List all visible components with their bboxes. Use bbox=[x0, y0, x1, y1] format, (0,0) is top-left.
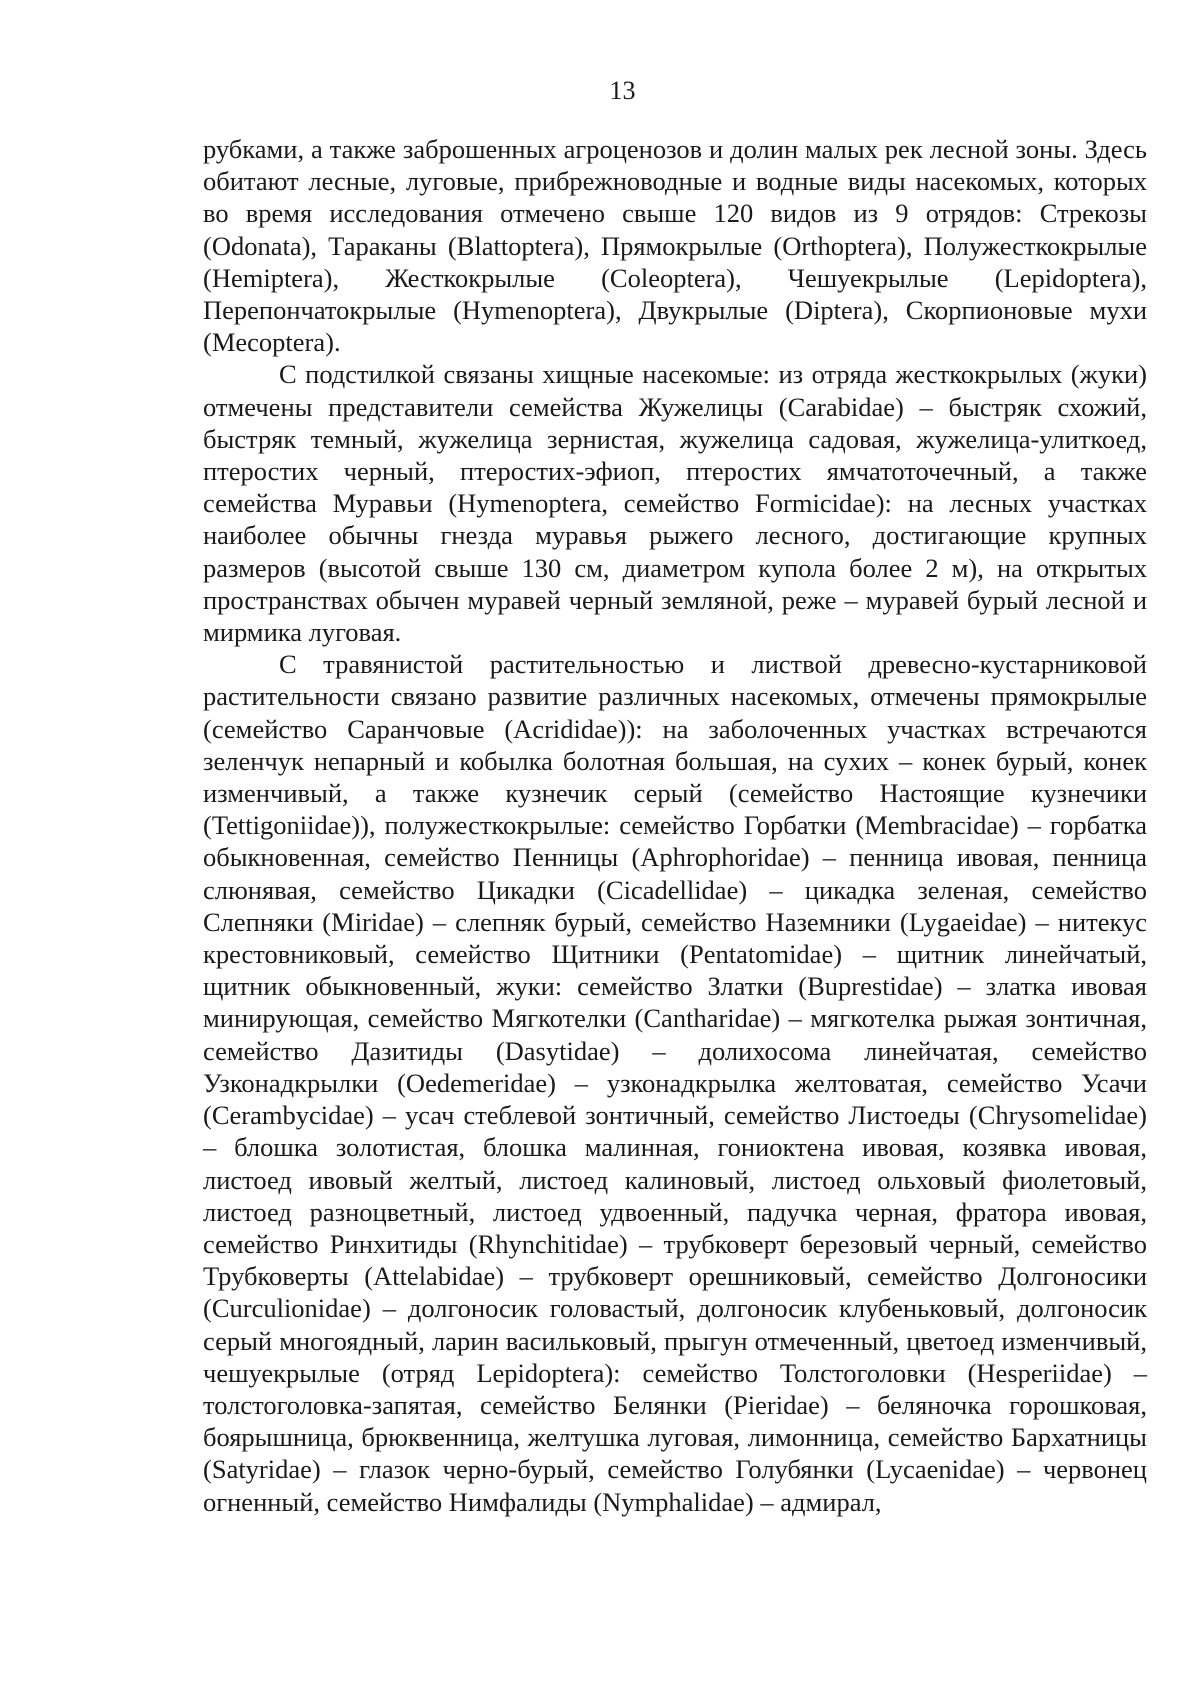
page-number: 13 bbox=[609, 76, 636, 105]
paragraph-herbaceous-insects: С травянистой растительностью и листвой древесно-кустарниковой растительности связано развитие различных насекомых, отмечены прямокрылые (семейство Саранчовые (Acrididae)): на заболоченных участках встречаются зеленчук непарный и кобылка болотная большая, на сухих – конек бурый, конек изменчивый, а также кузнечик серый (семейство Настоящие кузнечики (Tettigoniidae)), полужесткокрылые: семейство Горбатки (Membracidae) – горбатка обыкновенная, семейство Пенницы (Aphrophoridae) – пенница ивовая, пенница слюнявая, семейство Цикадки (Cicadellidae) – цикадка зеленая, семейство Слепняки (Miridae) – слепняк бурый, семейство Наземники (Lygaeidae) – нитекус крестовниковый, семейство Щитники (Pentatomidae) – щитник линейчатый, щитник обыкновенный, жуки: семейство Златки (Buprestidae) – златка ивовая минирующая, семейство Мягкотелки (Cantharidae) – мягкотелка рыжая зонтичная, семейство Дазитиды (Dasytidae) – долихосома линейчатая, семейство Узконадкрылки (Oedemeridae) – узконадкрылка желтоватая, семейство Усачи (Cerambycidae) – усач стеблевой зонтичный, семейство Листоеды (Chrysomelidae) – блошка золотистая, блошка малинная, гониоктена ивовая, козявка ивовая, листоед ивовый желтый, листоед калиновый, листоед ольховый фиолетовый, листоед разноцветный, листоед удвоенный, падучка черная, фратора ивовая, семейство Ринхитиды (Rhynchitidae) – трубковерт березовый черный, семейство Трубковерты (Attelabidae) – трубковерт орешниковый, семейство Долгоносики (Curculionidae) – долгоносик головастый, долгоносик клубеньковый, долгоносик серый многоядный, ларин васильковый, прыгун отмеченный, цветоед изменчивый, чешуекрылые (отряд Lepidoptera): семейство Толстоголовки (Hesperiidae) – толстоголовка-запятая, семейство Белянки (Pieridae) – беляночка горошковая, боярышница, брюквенница, желтушка луговая, лимонница, семейство Бархатницы (Satyridae) – глазок черно-бурый, семейство Голубянки (Lycaenidae) – червонец огненный, семейство Нимфалиды (Nymphalidae) – адмирал, bbox=[203, 649, 1147, 1517]
body-text bbox=[203, 133, 1147, 1518]
paragraph-continued: рубками, а также заброшенных агроценозов и долин малых рек лесной зоны. Здесь обитают лесные, луговые, прибрежноводные и водные виды насекомых, которых во время исследования отмечено свыше 120 видов из 9 отрядов: Стрекозы (Odonata), Тараканы (Blattoptera), Прямокрылые (Orthoptera), Полужесткокрылые (Hemiptera), Жесткокрылые (Coleoptera), Чешуекрылые (Lepidoptera), Перепончатокрылые (Hymenoptera), Двукрылые (Diptera), Скорпионовые мухи (Mecoptera). bbox=[203, 134, 1147, 358]
paragraph-litter-insects: С подстилкой связаны хищные насекомые: из отряда жесткокрылых (жуки) отмечены представители семейства Жужелицы (Carabidae) – быстряк схожий, быстряк темный, жужелица зернистая, жужелица садовая, жужелица-улиткоед, птеростих черный, птеростих-эфиоп, птеростих ямчатоточечный, а также семейства Муравьи (Hymenoptera, семейство Formicidae): на лесных участках наиболее обычны гнезда муравья рыжего лесного, достигающие крупных размеров (высотой свыше 130 см, диаметром купола более 2 м), на открытых пространствах обычен муравей черный земляной, реже – муравей бурый лесной и мирмика луговая. bbox=[203, 359, 1147, 648]
